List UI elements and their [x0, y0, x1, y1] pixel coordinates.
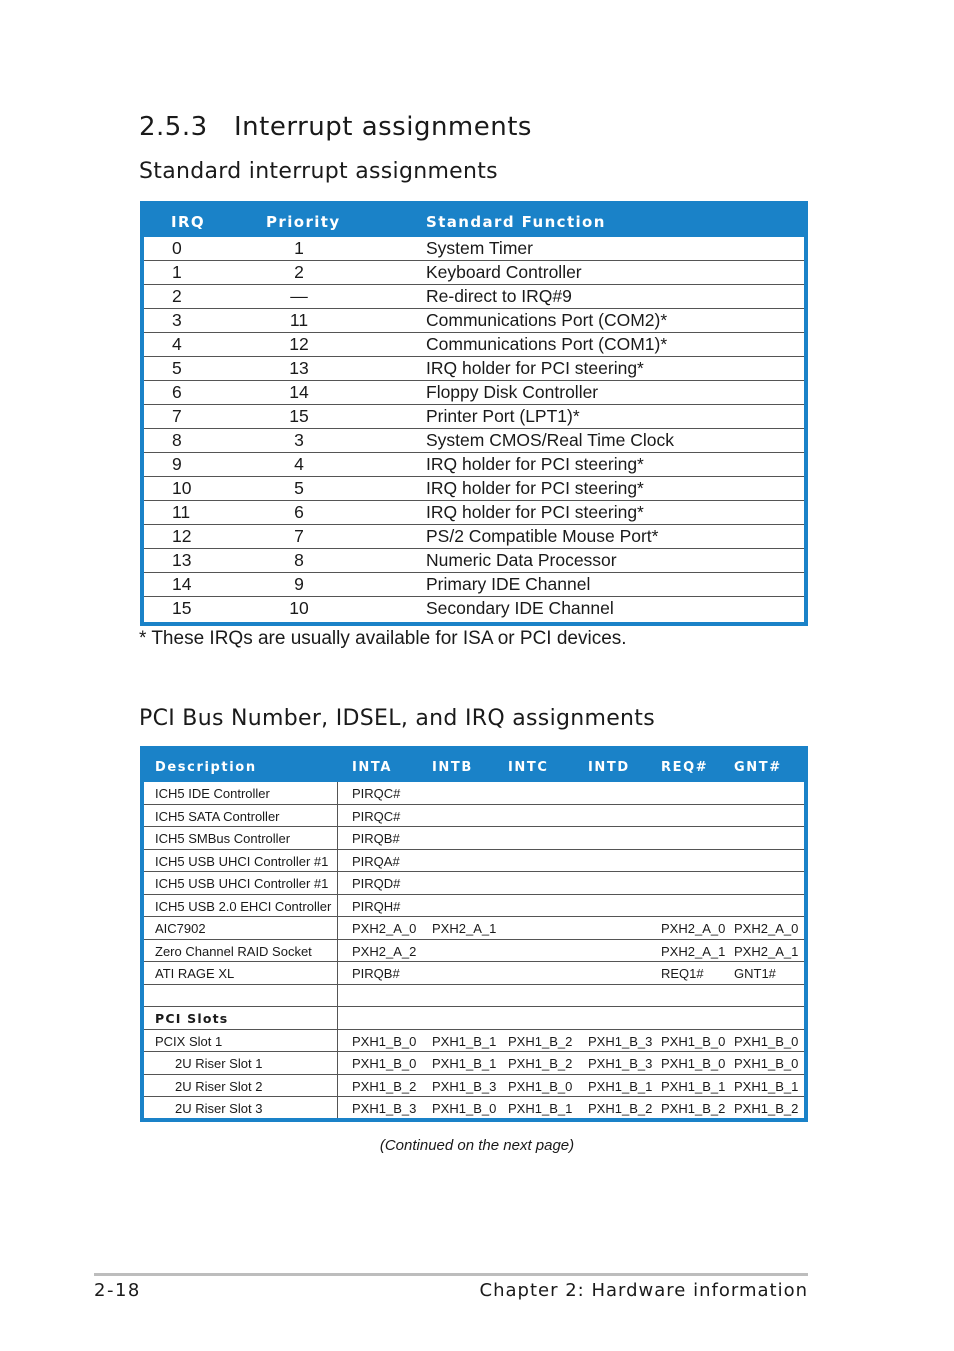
col-header-gnt: GNT#: [734, 760, 782, 775]
table-row: [144, 261, 804, 285]
section-number: 2.5.3: [139, 112, 208, 142]
table-row: [144, 1075, 804, 1098]
inta-cell: PXH1_B_3: [352, 1101, 417, 1116]
function-cell: Floppy Disk Controller: [426, 382, 599, 402]
req-cell: PXH1_B_2: [661, 1101, 726, 1116]
inta-cell: PIRQC#: [352, 808, 401, 824]
priority-cell: 11: [289, 310, 309, 330]
col-header-description: Description: [155, 760, 257, 775]
standard-interrupt-heading: Standard interrupt assignments: [139, 159, 498, 184]
priority-cell: 2: [294, 262, 304, 282]
table-row: [144, 805, 804, 828]
pci-table-body: [144, 782, 804, 1119]
priority-cell: 4: [294, 454, 304, 474]
description-cell: PCIX Slot 1: [155, 1033, 223, 1049]
priority-cell: 15: [289, 406, 309, 426]
description-cell: 2U Riser Slot 3: [175, 1101, 263, 1116]
req-cell: PXH1_B_0: [661, 1033, 726, 1049]
col-header-inta: INTA: [352, 760, 393, 775]
inta-cell: PIRQH#: [352, 898, 401, 914]
table-row: [144, 872, 804, 895]
description-cell: ICH5 USB UHCI Controller #1: [155, 876, 329, 891]
priority-cell: 10: [289, 598, 309, 618]
intb-cell: PXH1_B_1: [432, 1056, 497, 1071]
chapter-title: Chapter 2: Hardware information: [479, 1280, 808, 1301]
table-row: [144, 525, 804, 549]
footer-rule: [94, 1273, 808, 1276]
intd-cell: PXH1_B_2: [588, 1101, 653, 1116]
inta-cell: PIRQD#: [352, 876, 401, 891]
inta-cell: PXH1_B_2: [352, 1078, 417, 1094]
table-row: [144, 237, 804, 261]
irq-cell: 12: [172, 526, 192, 546]
description-cell: ATI RAGE XL: [155, 966, 235, 981]
standard-interrupt-table: [140, 201, 808, 626]
description-cell: ICH5 SMBus Controller: [155, 831, 291, 846]
function-cell: Numeric Data Processor: [426, 550, 617, 570]
table-row: [144, 453, 804, 477]
inta-cell: PIRQA#: [352, 853, 400, 869]
req-cell: PXH2_A_1: [661, 943, 726, 959]
description-cell: 2U Riser Slot 1: [175, 1056, 263, 1071]
table-row: [144, 1052, 804, 1075]
col-header-function: Standard Function: [426, 213, 606, 231]
intd-cell: PXH1_B_3: [588, 1033, 653, 1049]
intc-cell: PXH1_B_0: [508, 1078, 573, 1094]
function-cell: Re-direct to IRQ#9: [426, 286, 572, 306]
priority-cell: 8: [294, 550, 304, 570]
table-row: [144, 895, 804, 918]
priority-cell: 14: [289, 382, 309, 402]
table-row: [144, 827, 804, 850]
priority-cell: 7: [294, 526, 304, 546]
col-header-priority: Priority: [266, 213, 341, 231]
table-row: [144, 285, 804, 309]
function-cell: IRQ holder for PCI steering*: [426, 358, 644, 378]
table-row: [144, 477, 804, 501]
req-cell: PXH1_B_1: [661, 1078, 726, 1094]
function-cell: IRQ holder for PCI steering*: [426, 454, 644, 474]
priority-cell: 3: [294, 430, 304, 450]
description-cell: PCI Slots: [155, 1011, 229, 1026]
gnt-cell: PXH1_B_0: [734, 1033, 799, 1049]
table-row: [144, 597, 804, 620]
intc-cell: PXH1_B_2: [508, 1033, 573, 1049]
irq-cell: 5: [172, 358, 182, 378]
function-cell: Communications Port (COM2)*: [426, 310, 668, 330]
description-cell: ICH5 USB 2.0 EHCI Controller: [155, 898, 332, 914]
irq-cell: 3: [172, 310, 182, 330]
description-cell: AIC7902: [155, 921, 206, 936]
table-row: [144, 1097, 804, 1119]
req-cell: PXH2_A_0: [661, 921, 726, 936]
priority-cell: 9: [294, 574, 304, 594]
table-row: [144, 333, 804, 357]
irq-cell: 0: [172, 238, 182, 258]
intc-cell: PXH1_B_1: [508, 1101, 573, 1116]
irq-cell: 6: [172, 382, 182, 402]
pci-assignment-table: [140, 746, 808, 1122]
table-row: [144, 850, 804, 873]
description-cell: ICH5 USB UHCI Controller #1: [155, 853, 329, 869]
table-row: [144, 429, 804, 453]
table-row: [144, 309, 804, 333]
table-row: [144, 501, 804, 525]
irq-cell: 8: [172, 430, 182, 450]
req-cell: REQ1#: [661, 966, 704, 981]
col-header-irq: IRQ: [171, 213, 206, 231]
function-cell: Secondary IDE Channel: [426, 598, 614, 618]
priority-cell: 5: [294, 478, 304, 498]
section-title: [139, 112, 532, 142]
irq-cell: 2: [172, 286, 182, 306]
pci-assignments-heading: PCI Bus Number, IDSEL, and IRQ assignments: [139, 706, 655, 731]
irq-cell: 14: [172, 574, 192, 594]
pci-table-header: [144, 750, 804, 782]
priority-cell: 1: [294, 238, 304, 258]
function-cell: System Timer: [426, 238, 533, 258]
priority-cell: 6: [294, 502, 304, 522]
standard-table-body: [144, 237, 804, 620]
function-cell: IRQ holder for PCI steering*: [426, 502, 644, 522]
function-cell: Communications Port (COM1)*: [426, 334, 668, 354]
intb-cell: PXH1_B_3: [432, 1078, 497, 1094]
intd-cell: PXH1_B_1: [588, 1078, 653, 1094]
irq-cell: 15: [172, 598, 192, 618]
function-cell: Primary IDE Channel: [426, 574, 591, 594]
irq-cell: 13: [172, 550, 192, 570]
irq-cell: 11: [172, 502, 191, 522]
irq-cell: 7: [172, 406, 182, 426]
inta-cell: PXH1_B_0: [352, 1033, 417, 1049]
intb-cell: PXH1_B_0: [432, 1101, 497, 1116]
gnt-cell: PXH1_B_2: [734, 1101, 799, 1116]
function-cell: IRQ holder for PCI steering*: [426, 478, 644, 498]
inta-cell: PIRQB#: [352, 831, 400, 846]
priority-cell: 13: [289, 358, 309, 378]
function-cell: System CMOS/Real Time Clock: [426, 430, 674, 450]
table-row: [144, 985, 804, 1008]
table-row: [144, 357, 804, 381]
table-row: [144, 549, 804, 573]
priority-cell: 12: [289, 334, 309, 354]
function-cell: Printer Port (LPT1)*: [426, 406, 580, 426]
table-row: [144, 1007, 804, 1030]
inta-cell: PIRQB#: [352, 966, 400, 981]
description-cell: Zero Channel RAID Socket: [155, 943, 312, 959]
irq-cell: 4: [172, 334, 182, 354]
irq-cell: 10: [172, 478, 192, 498]
intb-cell: PXH1_B_1: [432, 1033, 497, 1049]
table-row: [144, 381, 804, 405]
function-cell: PS/2 Compatible Mouse Port*: [426, 526, 659, 546]
table-row: [144, 782, 804, 805]
gnt-cell: PXH1_B_1: [734, 1078, 799, 1094]
inta-cell: PXH2_A_0: [352, 921, 417, 936]
gnt-cell: PXH2_A_0: [734, 921, 799, 936]
table-row: [144, 940, 804, 963]
intb-cell: PXH2_A_1: [432, 921, 497, 936]
priority-cell: —: [290, 286, 308, 306]
intd-cell: PXH1_B_3: [588, 1056, 653, 1071]
continued-note: (Continued on the next page): [379, 1137, 575, 1154]
function-cell: Keyboard Controller: [426, 262, 582, 282]
table-row: [144, 573, 804, 597]
standard-table-header: [144, 205, 804, 237]
table-row: [144, 405, 804, 429]
gnt-cell: PXH1_B_0: [734, 1056, 799, 1071]
irq-cell: 1: [172, 262, 182, 282]
inta-cell: PXH1_B_0: [352, 1056, 417, 1071]
req-cell: PXH1_B_0: [661, 1056, 726, 1071]
irq-cell: 9: [172, 454, 182, 474]
table-row: [144, 962, 804, 985]
inta-cell: PXH2_A_2: [352, 943, 417, 959]
footnote: * These IRQs are usually available for ISA or PCI devices.: [139, 628, 627, 649]
col-header-req: REQ#: [661, 760, 709, 775]
gnt-cell: PXH2_A_1: [734, 943, 799, 959]
page-number: 2-18: [94, 1280, 141, 1301]
table-row: [144, 1030, 804, 1053]
col-header-intd: INTD: [588, 760, 630, 775]
table-row: [144, 917, 804, 940]
col-header-intb: INTB: [432, 760, 473, 775]
gnt-cell: GNT1#: [734, 966, 776, 981]
col-header-intc: INTC: [508, 760, 549, 775]
description-cell: 2U Riser Slot 2: [175, 1078, 263, 1094]
section-title-text: Interrupt assignments: [234, 112, 532, 142]
intc-cell: PXH1_B_2: [508, 1056, 573, 1071]
description-cell: ICH5 IDE Controller: [155, 786, 270, 801]
inta-cell: PIRQC#: [352, 786, 401, 801]
description-cell: ICH5 SATA Controller: [155, 808, 280, 824]
